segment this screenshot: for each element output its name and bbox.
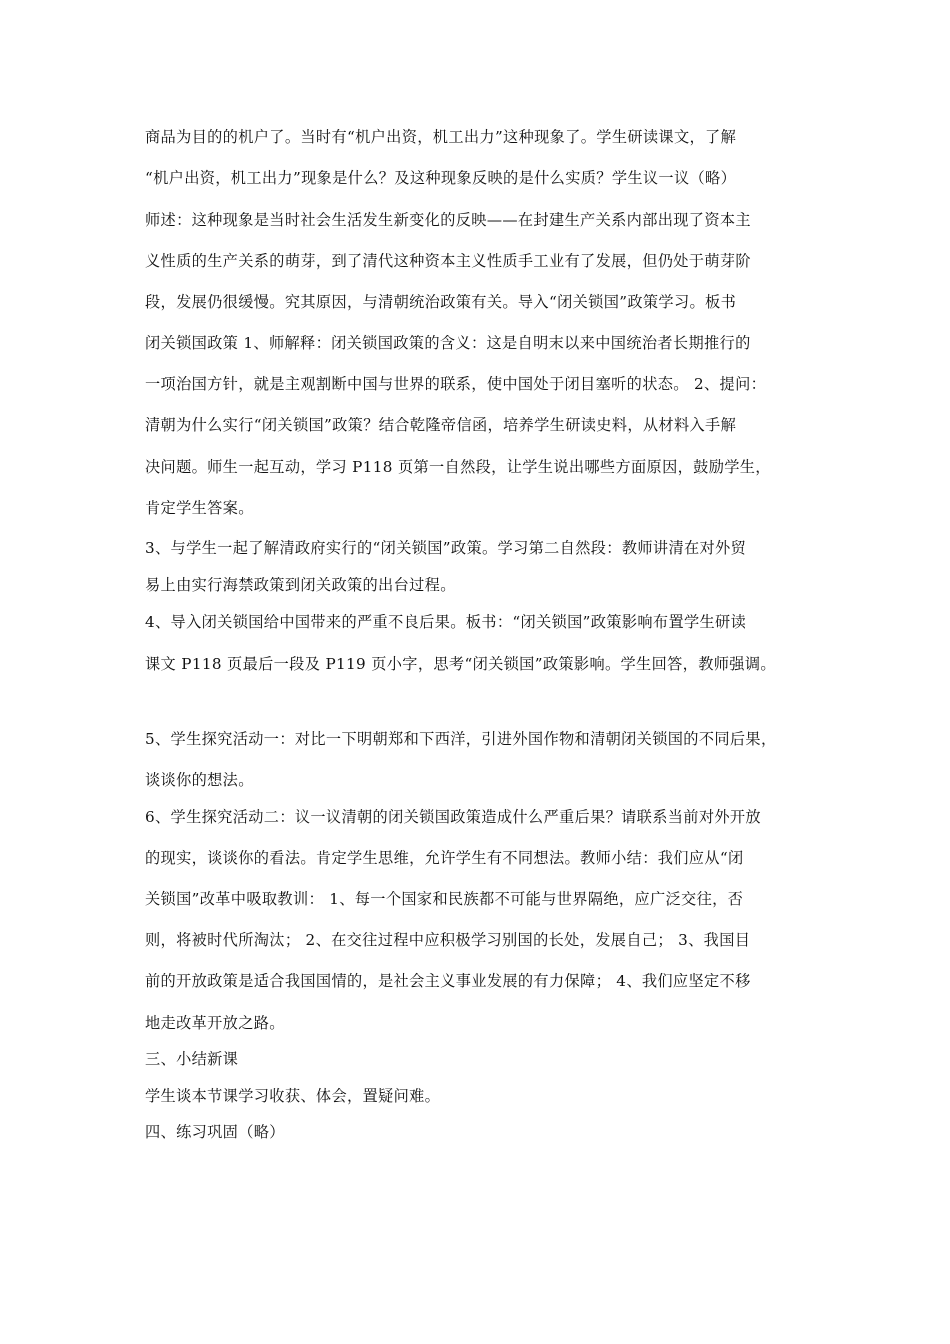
paragraph-line: 3、与学生一起了解清政府实行的“闭关锁国”政策。学习第二自然段：教师讲清在对外贸 <box>145 539 747 557</box>
paragraph-line: 学生谈本节课学习收获、体会，置疑问难。 <box>145 1087 441 1105</box>
paragraph-line: 则，将被时代所淘汰； 2、在交往过程中应积极学习别国的长处，发展自己； 3、我国目 <box>145 931 751 949</box>
paragraph-line: 商品为目的的机户了。当时有“机户出资，机工出力”这种现象了。学生研读课文，了解 <box>145 128 737 146</box>
paragraph-line: 闭关锁国政策 1、师解释：闭关锁国政策的含义：这是自明末以来中国统治者长期推行的 <box>145 334 751 352</box>
section-heading: 三、小结新课 <box>145 1050 239 1068</box>
paragraph-line: 课文 P118 页最后一段及 P119 页小字，思考“闭关锁国”政策影响。学生回答，教师强调。 <box>145 655 776 673</box>
paragraph-line: 段，发展仍很缓慢。究其原因，与清朝统治政策有关。导入“闭关锁国”政策学习。板书 <box>145 293 737 311</box>
paragraph-line: 4、导入闭关锁国给中国带来的严重不良后果。板书：“闭关锁国”政策影响布置学生研读 <box>145 613 747 631</box>
paragraph-line: 6、学生探究活动二：议一议清朝的闭关锁国政策造成什么严重后果？请联系当前对外开放 <box>145 808 761 826</box>
paragraph-line: 肯定学生答案。 <box>145 499 254 517</box>
paragraph-line: “机户出资，机工出力”现象是什么？及这种现象反映的是什么实质？学生议一议（略） <box>145 169 737 187</box>
paragraph-line: 义性质的生产关系的萌芽，到了清代这种资本主义性质手工业有了发展，但仍处于萌芽阶 <box>145 252 751 270</box>
paragraph-line: 的现实，谈谈你的看法。肯定学生思维，允许学生有不同想法。教师小结：我们应从“闭 <box>145 849 744 867</box>
section-heading: 四、练习巩固（略） <box>145 1123 285 1141</box>
paragraph-line: 前的开放政策是适合我国国情的，是社会主义事业发展的有力保障； 4、我们应坚定不移 <box>145 972 751 990</box>
paragraph-line: 谈谈你的想法。 <box>145 771 254 789</box>
paragraph-line: 地走改革开放之路。 <box>145 1014 285 1032</box>
paragraph-line: 5、学生探究活动一：对比一下明朝郑和下西洋，引进外国作物和清朝闭关锁国的不同后果， <box>145 730 777 748</box>
paragraph-line: 师述：这种现象是当时社会生活发生新变化的反映——在封建生产关系内部出现了资本主 <box>145 211 751 229</box>
paragraph-line: 关锁国”改革中吸取教训： 1、每一个国家和民族都不可能与世界隔绝，应广泛交往，否 <box>145 890 744 908</box>
paragraph-line: 一项治国方针，就是主观割断中国与世界的联系，使中国处于闭目塞听的状态。 2、提问： <box>145 375 767 393</box>
paragraph-line: 清朝为什么实行“闭关锁国”政策？结合乾隆帝信函，培养学生研读史料，从材料入手解 <box>145 416 737 434</box>
paragraph-line: 易上由实行海禁政策到闭关政策的出台过程。 <box>145 576 456 594</box>
paragraph-line: 决问题。师生一起互动，学习 P118 页第一自然段，让学生说出哪些方面原因，鼓励学生， <box>145 458 771 476</box>
